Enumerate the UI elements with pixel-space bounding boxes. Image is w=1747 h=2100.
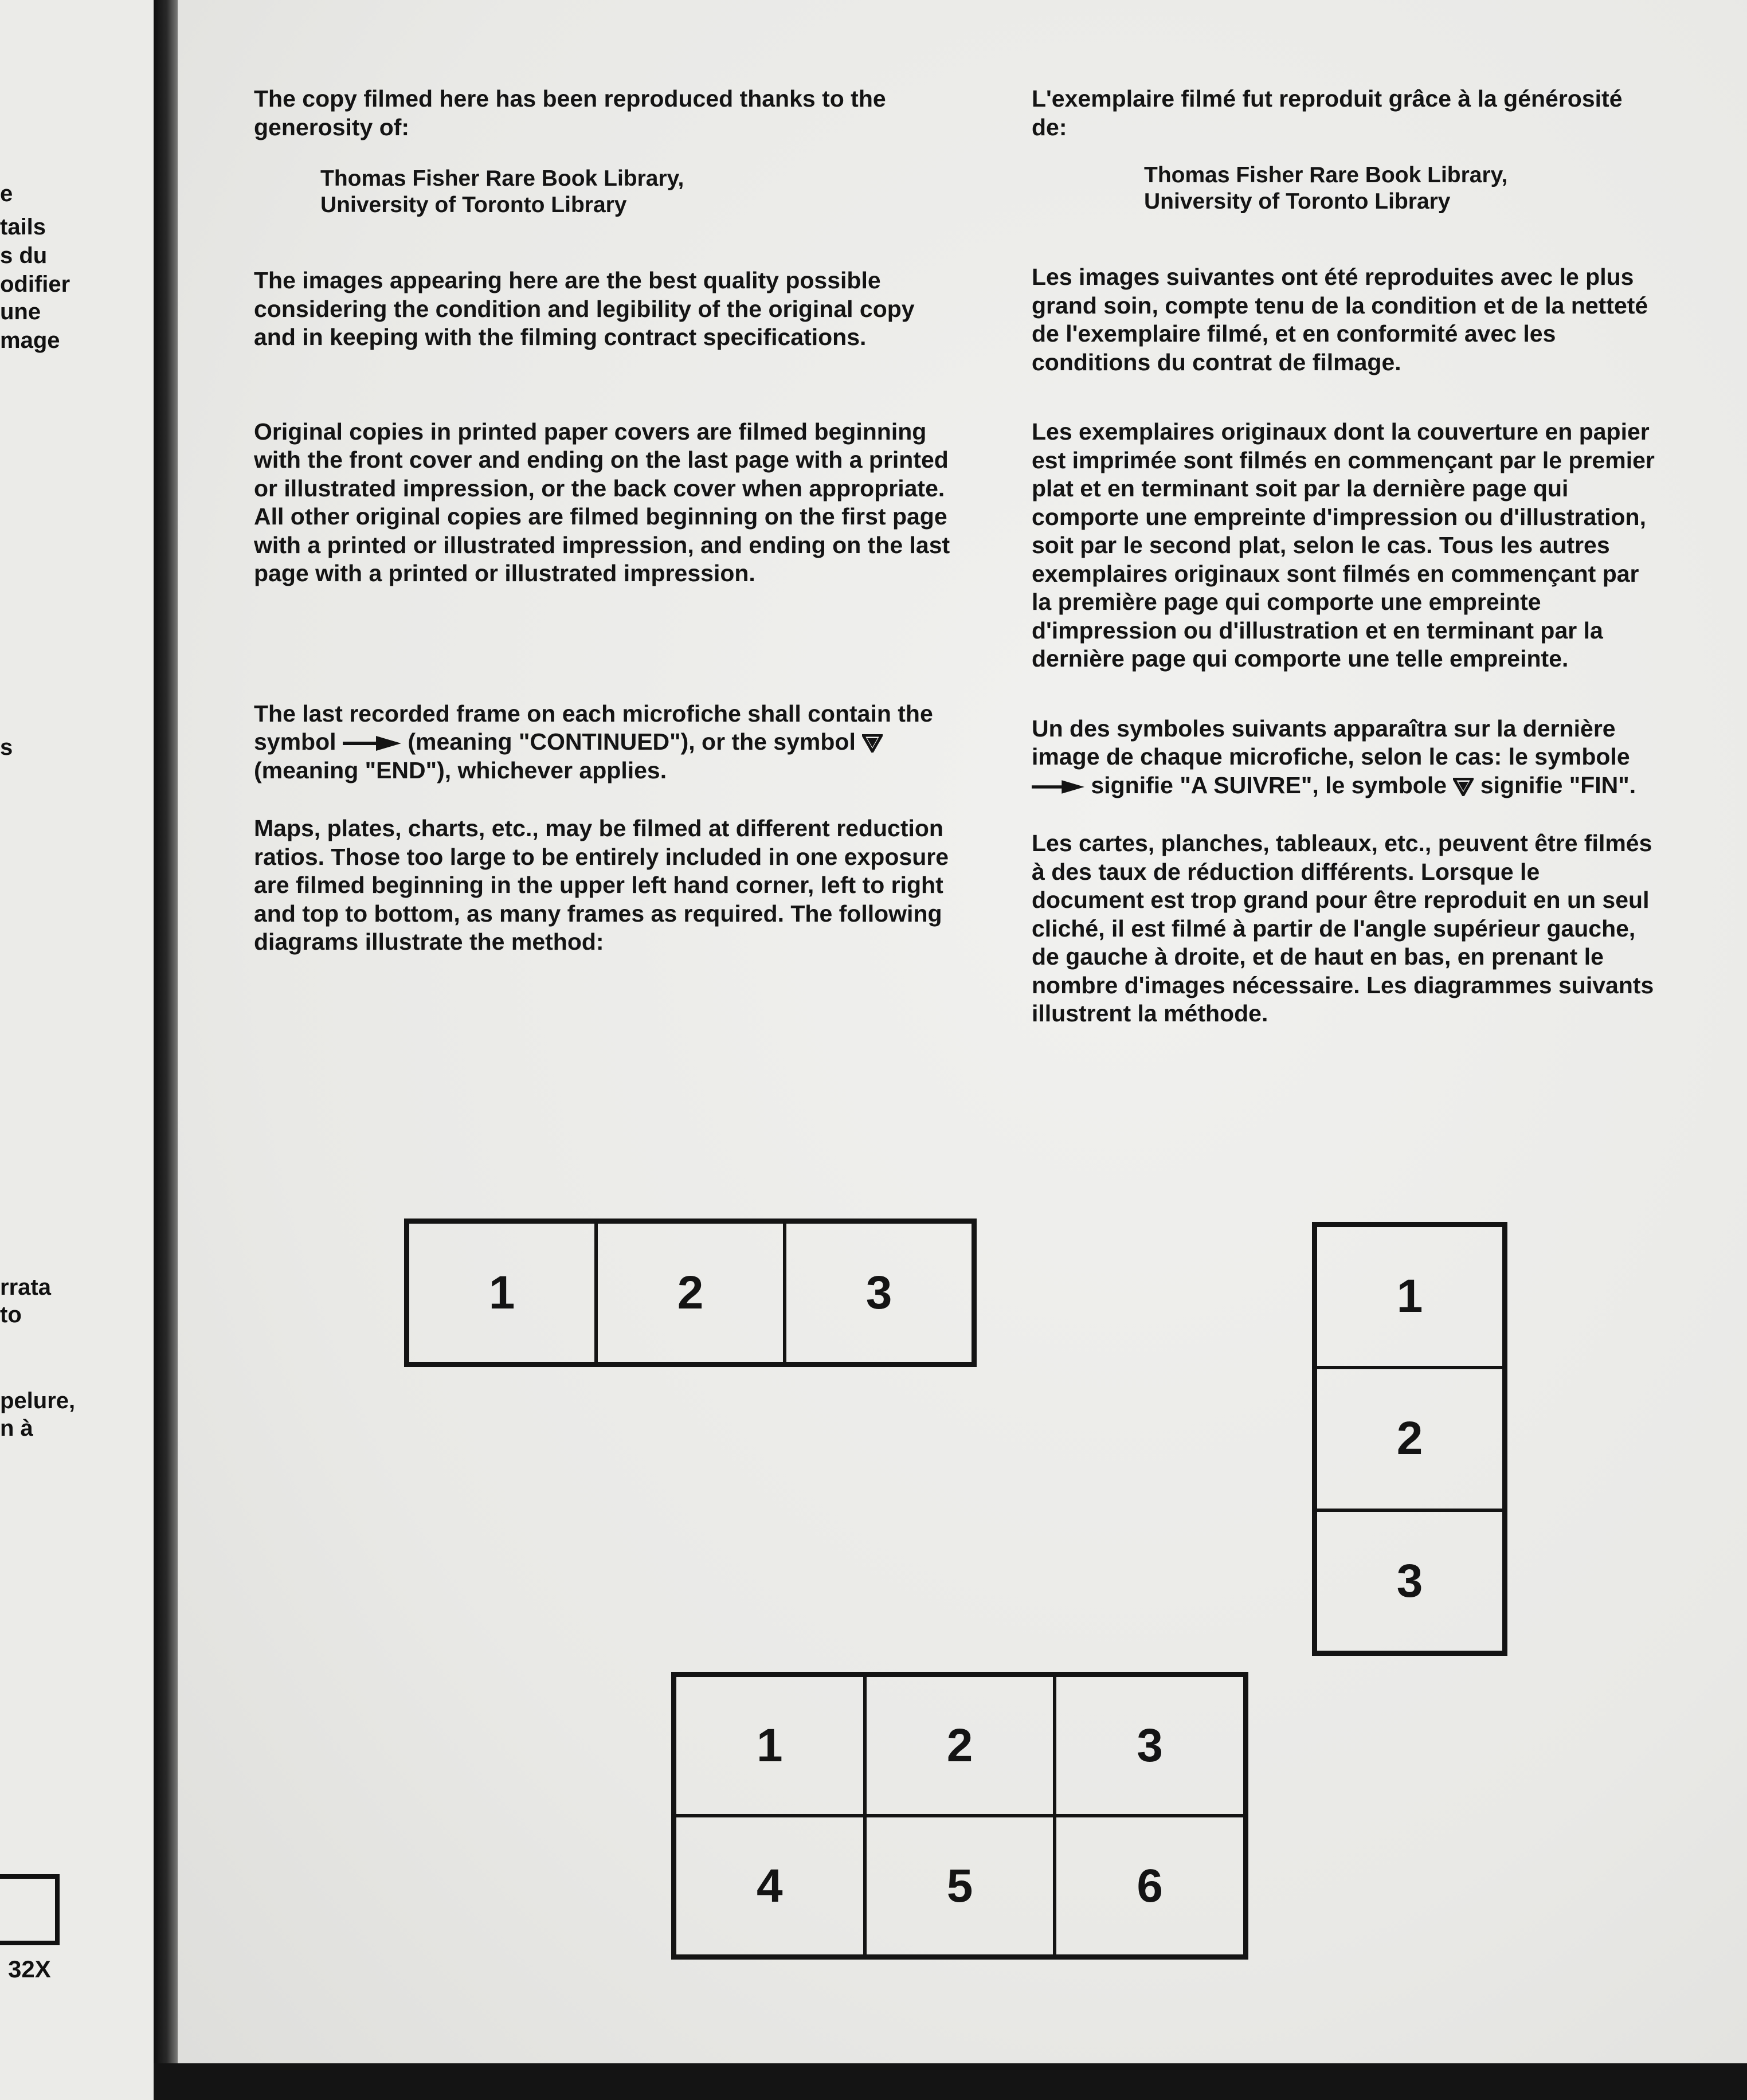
- frame-cell: 1: [1315, 1225, 1504, 1368]
- symbols-paragraph: [1032, 715, 1656, 800]
- symbols-text: Un des symboles suivants apparaîtra sur la dernière image de chaque microfiche, selon le cas: le symbole: [1032, 715, 1630, 770]
- down-triangle-icon: [862, 734, 883, 753]
- symbols-text: (meaning "CONTINUED"), or the symbol: [408, 728, 856, 755]
- left-fragment: pelure,: [0, 1388, 76, 1413]
- quality-paragraph: Les images suivantes ont été reproduites avec le plus grand soin, compte tenu de la condition et de la netteté de l'exemplaire filmé, et en conformité avec les conditions du contrat de filmage.: [1032, 264, 1648, 375]
- library-name: Thomas Fisher Rare Book Library,: [320, 166, 684, 191]
- frame-cell: 3: [785, 1222, 973, 1364]
- frame-cell: 5: [865, 1816, 1055, 1956]
- left-fragment: n à: [0, 1416, 33, 1441]
- symbols-text: signifie "FIN".: [1480, 771, 1636, 798]
- credit-intro: The copy filmed here has been reproduced thanks to the generosity of:: [254, 85, 886, 140]
- credit-intro: L'exemplaire filmé fut reproduit grâce à la générosité de:: [1032, 85, 1623, 140]
- originals-paragraph: Original copies in printed paper covers are filmed beginning with the front cover and ending on the last page with a printed or illustrated impression, or the back cover when appropriate. All other original copies are filmed beginning on the first page with a printed or illustrated impression, and ending on the last page with a printed or illustrated impression.: [254, 418, 950, 586]
- library-name: Thomas Fisher Rare Book Library,: [1144, 163, 1508, 187]
- left-fragment: e: [0, 181, 13, 206]
- page-gutter-shadow: [154, 0, 178, 2100]
- left-fragment: s: [0, 735, 13, 760]
- maps-paragraph: Maps, plates, charts, etc., may be filmed at different reduction ratios. Those too large to be entirely included in one exposure are filmed beginning in the upper left hand corner, left to right and top to bottom, as many frames as required. The following diagrams illustrate the method:: [254, 815, 949, 955]
- left-fragment: une: [0, 299, 41, 324]
- frame-cell: 1: [675, 1675, 865, 1816]
- english-column: [254, 85, 953, 957]
- frame-cell: 3: [1055, 1675, 1245, 1816]
- symbols-paragraph: [254, 700, 953, 785]
- horizontal-frames-diagram: [404, 1219, 977, 1367]
- library-credit: [320, 166, 953, 218]
- left-fragment: mage: [0, 328, 60, 353]
- library-affiliation: University of Toronto Library: [320, 193, 627, 217]
- grid-frames-diagram: [671, 1672, 1248, 1960]
- arrow-right-icon: [343, 735, 401, 752]
- quality-paragraph: The images appearing here are the best quality possible considering the condition and legibility of the original copy and in keeping with the filming contract specifications.: [254, 267, 915, 350]
- frame-cell: 2: [1315, 1368, 1504, 1510]
- frame-cell: 2: [865, 1675, 1055, 1816]
- left-fragment: s du: [0, 243, 48, 268]
- originals-paragraph: Les exemplaires originaux dont la couverture en papier est imprimée sont filmés en commençant par le premier plat et en terminant soit par la dernière page qui comporte une empreinte d'impression ou d'illustration, soit par le second plat, selon le cas. Tous les autres exemplaires originaux sont filmés en commençant par la première page qui comporte une empreinte d'impression ou d'illustration et en terminant par la dernière page qui comporte une telle empreinte.: [1032, 418, 1655, 672]
- french-column: [1032, 85, 1656, 1028]
- frame-cell: 6: [1055, 1816, 1245, 1956]
- bottom-edge-shadow: [154, 2063, 1747, 2100]
- left-fragment: tails: [0, 214, 46, 240]
- frame-cell: 1: [408, 1222, 596, 1364]
- vertical-frames-diagram: [1312, 1222, 1507, 1656]
- arrow-right-icon: [1032, 778, 1084, 796]
- symbols-text: signifie "A SUIVRE", le symbole: [1091, 771, 1447, 798]
- down-triangle-icon: [1453, 778, 1474, 796]
- left-fragment: to: [0, 1302, 22, 1327]
- left-adjacent-page: [0, 0, 154, 2100]
- left-fragment: rrata: [0, 1275, 51, 1300]
- frame-cell: 3: [1315, 1510, 1504, 1652]
- reduction-label: 32X: [8, 1956, 51, 1983]
- library-affiliation: University of Toronto Library: [1144, 189, 1451, 214]
- symbols-text: The last recorded frame on each microfiche shall contain the symbol: [254, 700, 933, 755]
- library-credit: [1144, 162, 1656, 215]
- maps-paragraph: Les cartes, planches, tableaux, etc., peuvent être filmés à des taux de réduction différents. Lorsque le document est trop grand pour être reproduit en un seul cliché, il est filmé à partir de l'angle supérieur gauche, de gauche à droite, et de haut en bas, en prenant le nombre d'images nécessaire. Les diagrammes suivants illustrent la méthode.: [1032, 830, 1654, 1027]
- left-fragment: odifier: [0, 272, 70, 297]
- reduction-box: [0, 1874, 60, 1945]
- frame-cell: 2: [596, 1222, 785, 1364]
- symbols-text: (meaning "END"), whichever applies.: [254, 757, 667, 783]
- frame-cell: 4: [675, 1816, 865, 1956]
